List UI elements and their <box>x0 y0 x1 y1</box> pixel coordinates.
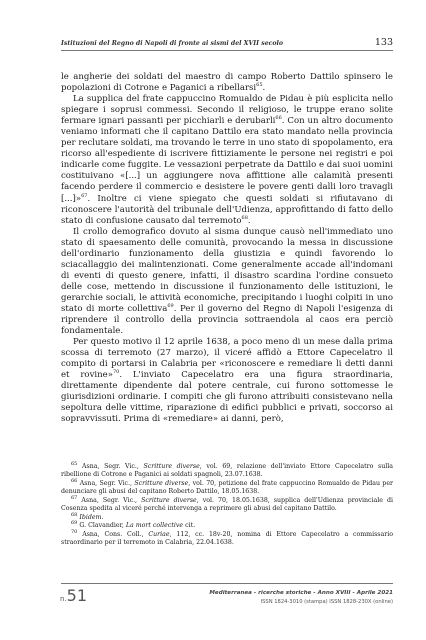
paragraph-3: Il crollo demografico dovuto al sisma dunque causò nell'immediato uno stato di spaesamento delle comunità, provocando la messa in discussione dell'ordinario funzionamento della giustizia e quindi favorendo lo sciacallaggio dei malintenzionati. Come generalmente accade all'indomani di eventi di questo genere, infatti, il disastro scardina l'ordine consueto delle cose, mettendo in discussione il funzionamento delle istituzioni, le gerarchie sociali, le attività economiche, precipitando i luoghi colpiti in uno stato di morte collettiva$^{69}$. Per il governo del Regno di Napoli l'esigenza di riprendere il controllo della provincia sottraendola al caos era perciò fondamentale. <box>61 226 393 337</box>
footnote-ref: 69 <box>167 303 174 310</box>
paragraph-4: Per questo motivo il 12 aprile 1638, a poco meno di un mese dalla prima scossa di terremoto (27 marzo), il viceré affidò a Ettore Capecelatro il compito di portarsi in Calabria per «riconoscere e remediare li detti danni et rovine»$^{70}$. L'inviato Capecelatro era una figura straordinaria, direttamente dipendente dal potere centrale, cui furono sottomesse le giurisdizioni ordinarie. I compiti che gli furono attribuiti consistevano nella sepoltura delle vittime, riparazione di edifici pubblici e privati, soccorso ai sopravvissuti. Prima di «remediare» ai danni, però, <box>61 337 393 425</box>
issue-number-prefix: n. <box>60 595 67 603</box>
footnote-ref: 66 <box>275 115 282 122</box>
footnote-67: $^{67}$ Asna, Segr. Vic., Scritture diverse, vol. 70, 18.05.1638, supplica dell'Udienza provinciale di Cosenza spedita al viceré perché intervenga a reprimere gli abusi del capitano Dattilo. <box>61 494 393 513</box>
issue-number <box>60 586 87 605</box>
footnote-66: $^{66}$ Asna, Segr. Vic., Scritture diverse, vol. 70, petizione del frate cappuccino Romualdo de Pidau per denunciare gli abusi del capitano Roberto Dattilo, 18.05.1638. <box>61 477 393 496</box>
running-head-title: Istituzioni del Regno di Napoli di fronte ai sismi del XVII secolo <box>61 40 284 47</box>
footer-rule <box>61 583 393 584</box>
running-header <box>61 37 393 48</box>
footnote-ref: 70 <box>112 369 120 376</box>
footnote-65: $^{65}$ Asna, Segr. Vic., Scritture diverse, vol. 69, relazione dell'inviato Ettore Capecelatro sulla ribellione di Cotrone e Paganici ai soldati spagnoli, 23.07.1638. <box>61 460 393 479</box>
footnote-69: $^{69}$ G. Clavandier, La mort collective cit. <box>71 520 196 530</box>
issn: ISSN 1824-3010 (stampa) ISSN 1828-230X (online) <box>260 599 393 605</box>
header-rule <box>61 50 393 51</box>
main-text <box>61 72 393 426</box>
footnote-ref: 68 <box>241 214 248 221</box>
footnotes <box>61 460 393 548</box>
journal-title: Mediterranea - ricerche storiche - Anno XVIII - Aprile 2021 <box>209 590 393 596</box>
footnote-ref: 67 <box>81 192 88 199</box>
issue-number-value: 51 <box>66 586 88 605</box>
journal-footer <box>209 590 393 605</box>
paragraph-1: le angherie dei soldati del maestro di campo Roberto Dattilo spinsero le popolazioni di Cotrone e Paganici a ribellarsi$^{65}$. <box>61 72 393 94</box>
footnote-ref: 65 <box>256 82 263 89</box>
page-number: 133 <box>374 37 393 48</box>
footnote-70: $^{70}$ Asna, Cons. Coll., Curiae, 112, cc. 18v-20, nomina di Ettore Capecelatro a commissario straordinario per il terremoto in Calabria, 22.04.1638. <box>61 528 393 547</box>
paragraph-2: La supplica del frate cappuccino Romualdo de Pidau è più esplicita nello spiegare i soprusi commessi. Secondo il religioso, le truppe erano solite fermare ignari passanti per picchiarli e derubarli$^{66}$. Con un altro documento veniamo informati che il capitano Dattilo era stato mandato nella provincia per reclutare soldati, ma trovando le terre in uno stato di spopolamento, era ricorso all'espediente di iscrivere fittiziamente le persone nei registri e poi indicarle come fuggite. Le vessazioni perpetrate da Dattilo e dai suoi uomini costituivano «[...] un aggiungere nova affittione alle calamità presenti facendo perdere il commercio e desistere le povere genti dalli loro travagli [...]»$^{67}$. Inoltre ci viene spiegato che questi soldati si rifiutavano di riconoscere l'autorità del tribunale dell'Udienza, approfittando di fatto dello stato di confusione causato dal terremoto$^{68}$. <box>61 94 393 226</box>
footnote-68: $^{68}$ Ibidem. <box>71 511 104 521</box>
